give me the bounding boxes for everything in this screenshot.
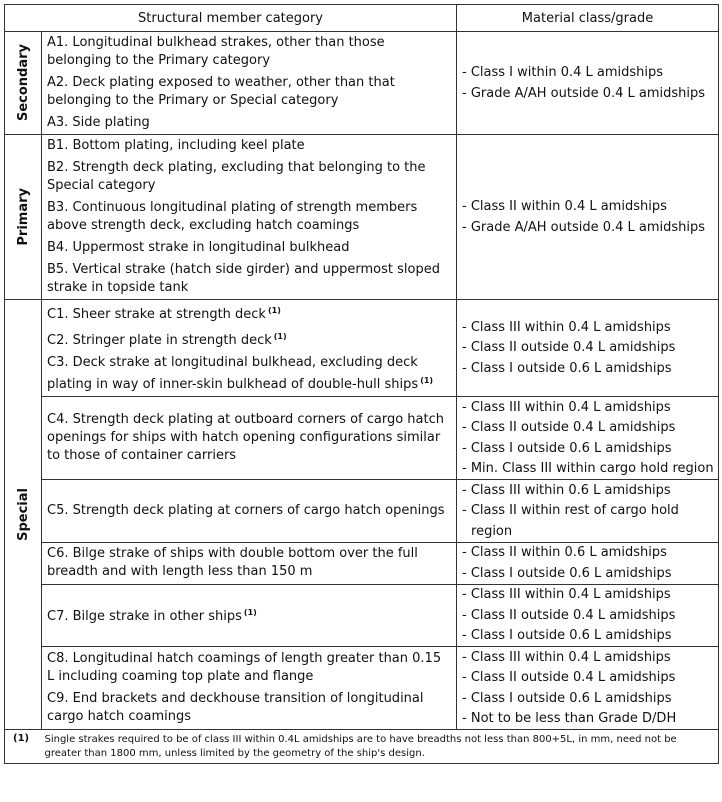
members-cell — [42, 135, 457, 300]
member-item — [47, 112, 452, 134]
footnote-text: Single strakes required to be of class III within 0.4L amidships are to have breadths not less than 800+5L, in mm, need not be greater than 1800 mm, unless limited by the geometry of the ship's design. — [42, 730, 719, 764]
member-item — [47, 32, 452, 72]
grade-item: - Class I outside 0.6 L amidships — [462, 565, 672, 581]
grades-cell — [457, 542, 719, 584]
member-item — [47, 157, 452, 197]
grade-item: - Class I outside 0.6 L amidships — [462, 360, 672, 376]
member-text: C8. Longitudinal hatch coamings of length greater than 0.15 L including coaming top plate and flange — [47, 651, 442, 684]
grade-item: - Class II outside 0.4 L amidships — [462, 607, 676, 623]
member-text: B1. Bottom plating, including keel plate — [47, 138, 305, 153]
grades-cell — [457, 300, 719, 397]
member-item — [47, 500, 452, 522]
material-grade-table — [4, 4, 719, 764]
grade-item: - Class II within 0.4 L amidships — [462, 199, 667, 214]
member-item — [47, 602, 452, 628]
member-text: A1. Longitudinal bulkhead strakes, other than those belonging to the Primary category — [47, 35, 385, 68]
member-text: C2. Stringer plate in strength deck — [47, 333, 272, 348]
table-row — [5, 135, 719, 300]
category-label: Special — [15, 488, 31, 541]
category-cell — [5, 135, 42, 300]
grade-item: - Class III within 0.4 L amidships — [462, 319, 671, 335]
table-row — [5, 300, 719, 397]
category-label: Secondary — [15, 44, 31, 122]
footnote-ref: (1) — [420, 376, 434, 385]
table-row — [5, 32, 719, 135]
grades-cell — [457, 647, 719, 730]
grade-item: - Not to be less than Grade D/DH — [462, 711, 677, 726]
members-cell — [42, 480, 457, 543]
footnote-mark: (1) — [5, 730, 42, 764]
member-text: C4. Strength deck plating at outboard corners of cargo hatch openings for ships with hatch opening configurations similar to those of container carriers — [47, 412, 444, 463]
member-text: A3. Side plating — [47, 115, 150, 130]
grade-item: - Class III within 0.6 L amidships — [462, 482, 671, 498]
member-text: C5. Strength deck plating at corners of cargo hatch openings — [47, 502, 445, 518]
member-text: C9. End brackets and deckhouse transition of longitudinal cargo hatch coamings — [47, 691, 424, 724]
grade-item: - Class II within rest of cargo hold — [462, 503, 679, 518]
grades-cell — [457, 397, 719, 480]
members-cell — [42, 542, 457, 584]
category-header: Structural member category — [5, 5, 457, 32]
member-item — [47, 688, 452, 728]
member-text: B3. Continuous longitudinal plating of strength members above strength deck, excluding hatch coamings — [47, 200, 418, 233]
member-text: B5. Vertical strake (hatch side girder) and uppermost sloped strake in topside tank — [47, 262, 440, 295]
member-item — [47, 543, 452, 583]
members-cell — [42, 300, 457, 397]
table-row — [5, 480, 719, 543]
member-text: C3. Deck strake at longitudinal bulkhead, excluding deck plating in way of inner-skin bulkhead of double-hull ships — [47, 355, 419, 392]
grades-cell — [457, 480, 719, 543]
grade-item: - Class II outside 0.4 L amidships — [462, 340, 676, 356]
member-text: C1. Sheer strake at strength deck — [47, 307, 266, 322]
member-item — [47, 300, 452, 326]
member-item — [47, 409, 452, 467]
grades-cell — [457, 32, 719, 135]
grade-item: - Grade A/AH outside 0.4 L amidships — [462, 219, 706, 235]
members-cell — [42, 647, 457, 730]
footnote-row — [5, 730, 719, 764]
member-text: C6. Bilge strake of ships with double bottom over the full breadth and with length less than 150 m — [47, 546, 418, 579]
grade-item: - Class III within 0.4 L amidships — [462, 649, 671, 665]
grade-item: - Class II outside 0.4 L amidships — [462, 420, 676, 435]
footnote-ref: (1) — [273, 332, 287, 341]
grade-item: - Grade A/AH outside 0.4 L amidships — [462, 85, 706, 101]
table-row — [5, 397, 719, 480]
member-text: C7. Bilge strake in other ships — [47, 609, 242, 625]
grades-cell — [457, 584, 719, 647]
header-row — [5, 5, 719, 32]
grade-item: - Min. Class III within cargo hold region — [462, 461, 714, 476]
grade-item: region — [471, 523, 513, 539]
table-row — [5, 584, 719, 647]
category-label: Primary — [15, 188, 31, 246]
member-item — [47, 72, 452, 112]
grade-item: - Class III within 0.4 L amidships — [462, 587, 671, 602]
footnote-ref: (1) — [243, 608, 257, 618]
footnote-ref: (1) — [267, 306, 281, 315]
member-item — [47, 259, 452, 299]
grades-cell — [457, 135, 719, 300]
category-cell — [5, 300, 42, 730]
grade-item: - Class I outside 0.6 L amidships — [462, 440, 672, 456]
grade-item: - Class II outside 0.4 L amidships — [462, 670, 676, 685]
member-text: B2. Strength deck plating, excluding that belonging to the Special category — [47, 160, 426, 193]
grade-item: - Class II within 0.6 L amidships — [462, 545, 667, 560]
table-row — [5, 542, 719, 584]
member-item — [47, 648, 452, 688]
member-text: B4. Uppermost strake in longitudinal bulkhead — [47, 240, 350, 255]
members-cell — [42, 584, 457, 647]
member-text: A2. Deck plating exposed to weather, other than that belonging to the Primary or Special category — [47, 75, 395, 108]
grade-item: - Class I outside 0.6 L amidships — [462, 628, 672, 643]
members-cell — [42, 32, 457, 135]
member-item — [47, 326, 452, 352]
member-item — [47, 237, 452, 259]
grade-header: Material class/grade — [457, 5, 719, 32]
table-row — [5, 647, 719, 730]
member-item — [47, 352, 452, 396]
grade-item: - Class I outside 0.6 L amidships — [462, 690, 672, 706]
member-item — [47, 197, 452, 237]
category-cell — [5, 32, 42, 135]
member-item — [47, 135, 452, 157]
grade-item: - Class I within 0.4 L amidships — [462, 65, 664, 80]
grade-item: - Class III within 0.4 L amidships — [462, 399, 671, 415]
members-cell — [42, 397, 457, 480]
